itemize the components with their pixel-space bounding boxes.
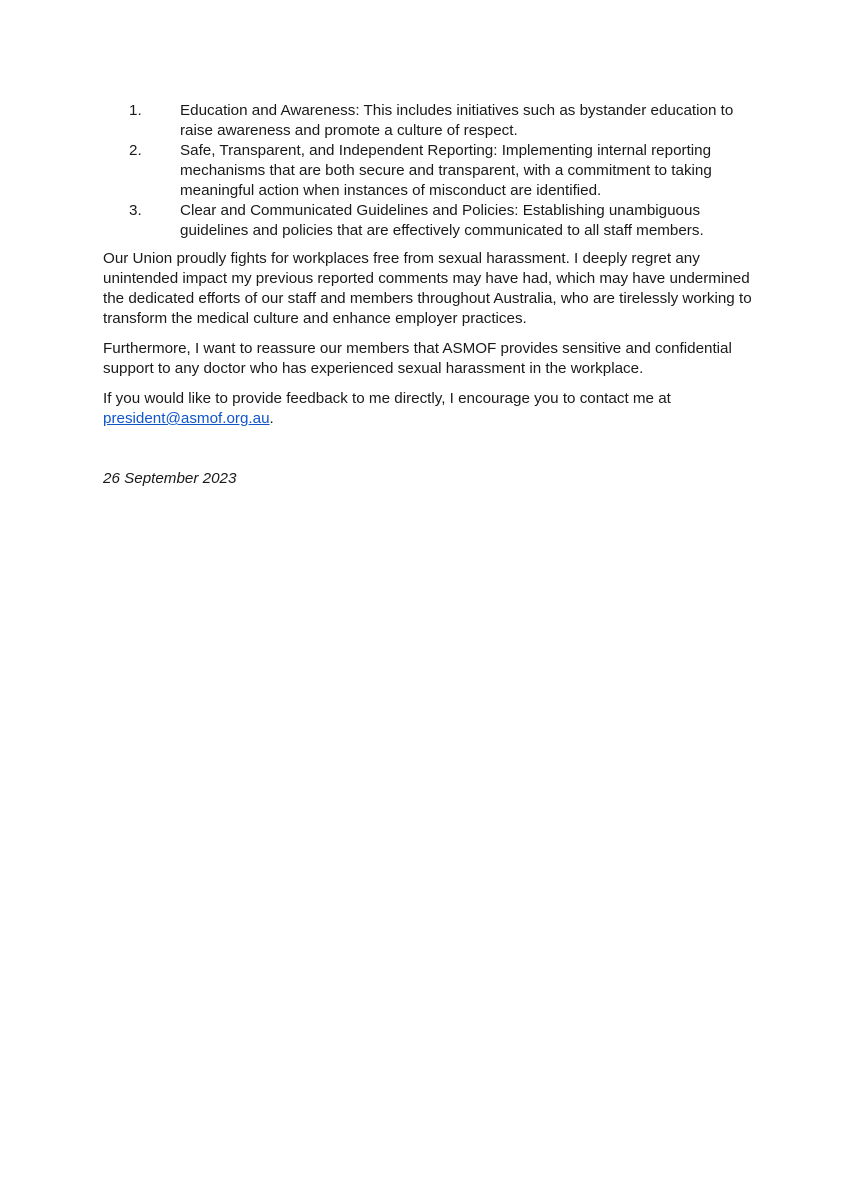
list-item-text: Clear and Communicated Guidelines and Policies: Establishing unambiguous guidelines and policies that are effectively communicated to all staff members. bbox=[180, 202, 704, 239]
feedback-paragraph bbox=[103, 389, 763, 429]
list-item-number: 1. bbox=[129, 102, 142, 119]
document-date: 26 September 2023 bbox=[103, 470, 237, 487]
numbered-list bbox=[103, 101, 753, 241]
support-paragraph: Furthermore, I want to reassure our members that ASMOF provides sensitive and confidential support to any doctor who has experienced sexual harassment in the workplace. bbox=[103, 340, 732, 377]
list-item bbox=[103, 101, 753, 141]
list-item-text: Safe, Transparent, and Independent Reporting: Implementing internal reporting mechanisms that are both secure and transparent, with a commitment to taking meaningful action when instances of misconduct are identified. bbox=[180, 142, 712, 199]
feedback-end-punctuation: . bbox=[269, 410, 274, 427]
union-statement-paragraph: Our Union proudly fights for workplaces free from sexual harassment. I deeply regret any unintended impact my previous reported comments may have had, which may have undermined the dedicated efforts of our staff and members throughout Australia, who are tirelessly working to transform the medical culture and enhance employer practices. bbox=[103, 250, 752, 327]
president-email-link[interactable]: president@asmof.org.au bbox=[103, 410, 270, 427]
list-item-number: 2. bbox=[129, 142, 142, 159]
list-item bbox=[103, 201, 753, 241]
list-item-number: 3. bbox=[129, 202, 142, 219]
feedback-text: If you would like to provide feedback to me directly, I encourage you to contact me at bbox=[103, 390, 671, 407]
list-item-text: Education and Awareness: This includes initiatives such as bystander education to raise awareness and promote a culture of respect. bbox=[180, 102, 734, 139]
list-item bbox=[103, 141, 753, 201]
